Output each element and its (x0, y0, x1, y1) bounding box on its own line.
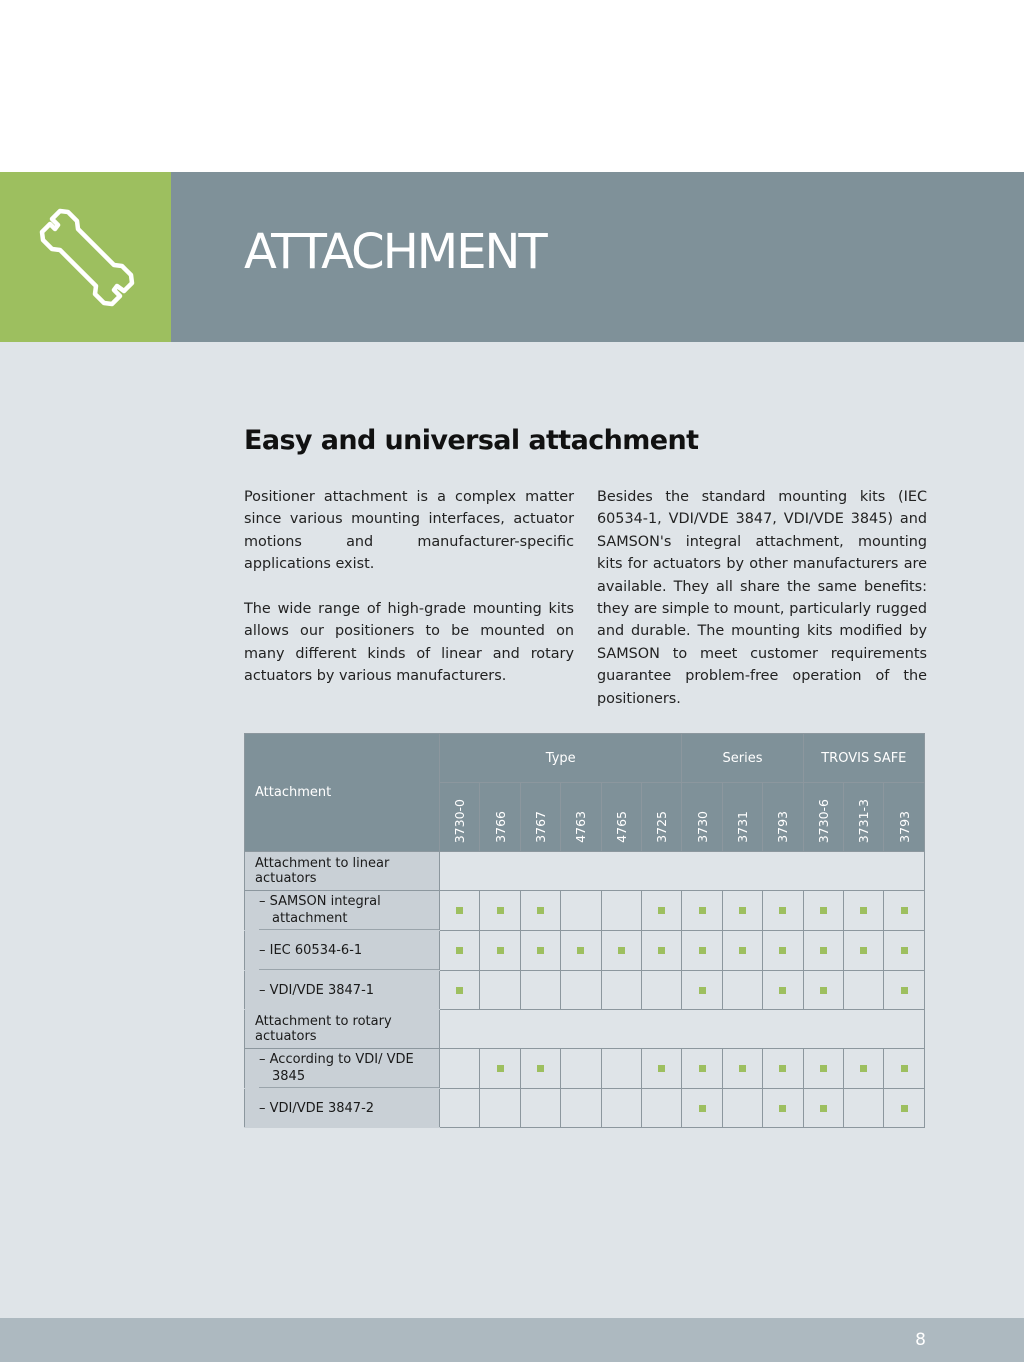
empty-cell (561, 891, 601, 931)
check-square-icon (820, 987, 827, 994)
empty-cell (601, 1089, 641, 1128)
empty-cell (722, 1089, 762, 1128)
column-header (480, 783, 520, 852)
mark-cell (763, 891, 803, 931)
page-number: 8 (915, 1330, 926, 1350)
check-square-icon (901, 947, 908, 954)
check-square-icon (577, 947, 584, 954)
check-square-icon (820, 947, 827, 954)
empty-cell (722, 971, 762, 1010)
empty-cell (642, 1089, 682, 1128)
mark-cell (722, 931, 762, 971)
paragraph: Positioner attachment is a complex matter since various mounting interfaces, actuator motions and manufacturer-specific applications exist. (244, 489, 574, 573)
content-area (0, 342, 1024, 1318)
mark-cell (803, 891, 843, 931)
mark-cell (561, 931, 601, 971)
mark-cell (642, 1049, 682, 1089)
mark-cell (440, 931, 480, 971)
wrench-icon (30, 204, 142, 310)
column-header-label: 4765 (613, 811, 629, 843)
check-square-icon (739, 947, 746, 954)
mark-cell (642, 891, 682, 931)
column-group-header: Type (440, 734, 682, 783)
header-banner (0, 172, 1024, 342)
text-column-left (244, 486, 574, 710)
column-group-header: TROVIS SAFE (803, 734, 924, 783)
check-square-icon (901, 907, 908, 914)
mark-cell (520, 1049, 560, 1089)
check-square-icon (860, 947, 867, 954)
check-square-icon (658, 907, 665, 914)
mark-cell (884, 931, 925, 971)
paragraph: Besides the standard mounting kits (IEC 60534-1, VDI/VDE 3847, VDI/VDE 3845) and SAMSON's integral attachment, mounting kits for actuators by other manufacturers are available. They all share the same benefits: they are simple to mount, particularly rugged and durable. The mounting kits modified by SAMSON to meet customer requirements guarantee problem-free operation of the positioners. (597, 489, 927, 707)
column-header (682, 783, 722, 852)
empty-cell (440, 1010, 925, 1049)
mark-cell (480, 1049, 520, 1089)
column-header (803, 783, 843, 852)
empty-cell (520, 971, 560, 1010)
check-square-icon (820, 907, 827, 914)
check-square-icon (779, 907, 786, 914)
column-header-label: 3730-6 (815, 798, 831, 843)
empty-cell (520, 1089, 560, 1128)
text-column-right (597, 486, 927, 732)
empty-cell (844, 971, 884, 1010)
mark-cell (803, 1089, 843, 1128)
empty-cell (601, 971, 641, 1010)
check-square-icon (618, 947, 625, 954)
mark-cell (682, 971, 722, 1010)
column-header-label: 3725 (654, 811, 670, 843)
table-row (245, 971, 925, 1010)
check-square-icon (699, 987, 706, 994)
empty-cell (561, 1089, 601, 1128)
mark-cell (844, 891, 884, 931)
footer (0, 1318, 1024, 1362)
column-header-label: 3793 (896, 811, 912, 843)
check-square-icon (779, 987, 786, 994)
empty-cell (561, 1049, 601, 1089)
mark-cell (803, 931, 843, 971)
column-header (722, 783, 762, 852)
row-label-text: – IEC 60534-6-1 (259, 931, 439, 970)
mark-cell (722, 1049, 762, 1089)
check-square-icon (901, 1105, 908, 1112)
check-square-icon (497, 947, 504, 954)
column-header (601, 783, 641, 852)
mark-cell (844, 931, 884, 971)
check-square-icon (537, 907, 544, 914)
check-square-icon (901, 1065, 908, 1072)
empty-cell (601, 891, 641, 931)
check-square-icon (699, 1065, 706, 1072)
empty-cell (561, 971, 601, 1010)
icon-box (0, 172, 171, 342)
check-square-icon (537, 947, 544, 954)
table-section-row (245, 1010, 925, 1049)
page-title: ATTACHMENT (244, 224, 546, 280)
empty-cell (440, 1049, 480, 1089)
section-label: Attachment to rotary actuators (245, 1010, 440, 1049)
table-section-row (245, 852, 925, 891)
check-square-icon (820, 1065, 827, 1072)
table-row (245, 891, 925, 931)
row-label-text: – SAMSON integral attachment (259, 891, 439, 930)
empty-cell (480, 971, 520, 1010)
check-square-icon (699, 1105, 706, 1112)
row-label (245, 1049, 440, 1089)
mark-cell (763, 971, 803, 1010)
paragraph: The wide range of high-grade mounting kits allows our positioners to be mounted on many different kinds of linear and rotary actuators by various manufacturers. (244, 601, 574, 685)
attachment-table (244, 733, 925, 1128)
check-square-icon (901, 987, 908, 994)
empty-cell (480, 1089, 520, 1128)
column-header (642, 783, 682, 852)
empty-cell (601, 1049, 641, 1089)
mark-cell (884, 891, 925, 931)
column-header (763, 783, 803, 852)
check-square-icon (658, 1065, 665, 1072)
mark-cell (803, 1049, 843, 1089)
column-header-label: 3793 (775, 811, 791, 843)
row-label (245, 931, 440, 971)
mark-cell (763, 1089, 803, 1128)
column-header (884, 783, 925, 852)
empty-cell (440, 1089, 480, 1128)
check-square-icon (820, 1105, 827, 1112)
mark-cell (642, 931, 682, 971)
mark-cell (884, 1089, 925, 1128)
empty-cell (440, 852, 925, 891)
mark-cell (884, 1049, 925, 1089)
check-square-icon (739, 907, 746, 914)
mark-cell (440, 891, 480, 931)
column-header-label: 3730-0 (452, 798, 468, 843)
table-group-header-row (245, 734, 925, 783)
table-row (245, 1049, 925, 1089)
check-square-icon (456, 947, 463, 954)
mark-cell (682, 931, 722, 971)
column-header-label: 3730 (694, 811, 710, 843)
section-label: Attachment to linear actuators (245, 852, 440, 891)
mark-cell (440, 971, 480, 1010)
check-square-icon (497, 1065, 504, 1072)
check-square-icon (456, 907, 463, 914)
column-header-label: 3731-3 (856, 798, 872, 843)
table-row (245, 931, 925, 971)
table-row (245, 1089, 925, 1128)
mark-cell (520, 931, 560, 971)
check-square-icon (456, 987, 463, 994)
mark-cell (601, 931, 641, 971)
column-group-header: Series (682, 734, 803, 783)
empty-cell (642, 971, 682, 1010)
column-header (520, 783, 560, 852)
check-square-icon (658, 947, 665, 954)
mark-cell (844, 1049, 884, 1089)
mark-cell (884, 971, 925, 1010)
check-square-icon (860, 1065, 867, 1072)
mark-cell (682, 891, 722, 931)
mark-cell (520, 891, 560, 931)
mark-cell (480, 931, 520, 971)
row-label (245, 971, 440, 1010)
column-header (440, 783, 480, 852)
column-header-label: 4763 (573, 811, 589, 843)
row-label-text: – VDI/VDE 3847-2 (259, 1100, 375, 1116)
row-label-text: – VDI/VDE 3847-1 (259, 982, 375, 998)
column-header-label: 3767 (533, 811, 549, 843)
row-label (245, 891, 440, 931)
column-header (561, 783, 601, 852)
mark-cell (682, 1049, 722, 1089)
check-square-icon (497, 907, 504, 914)
column-header-label: 3766 (492, 811, 508, 843)
check-square-icon (699, 947, 706, 954)
attachment-header: Attachment (245, 734, 440, 852)
check-square-icon (779, 947, 786, 954)
column-header-label: 3731 (735, 811, 751, 843)
check-square-icon (739, 1065, 746, 1072)
check-square-icon (537, 1065, 544, 1072)
mark-cell (682, 1089, 722, 1128)
column-header (844, 783, 884, 852)
check-square-icon (699, 907, 706, 914)
check-square-icon (779, 1105, 786, 1112)
mark-cell (803, 971, 843, 1010)
mark-cell (763, 931, 803, 971)
check-square-icon (860, 907, 867, 914)
check-square-icon (779, 1065, 786, 1072)
empty-cell (844, 1089, 884, 1128)
row-label (245, 1089, 440, 1128)
mark-cell (763, 1049, 803, 1089)
row-label-text: – According to VDI/ VDE 3845 (259, 1049, 439, 1088)
section-title: Easy and universal attachment (244, 425, 699, 456)
mark-cell (722, 891, 762, 931)
mark-cell (480, 891, 520, 931)
